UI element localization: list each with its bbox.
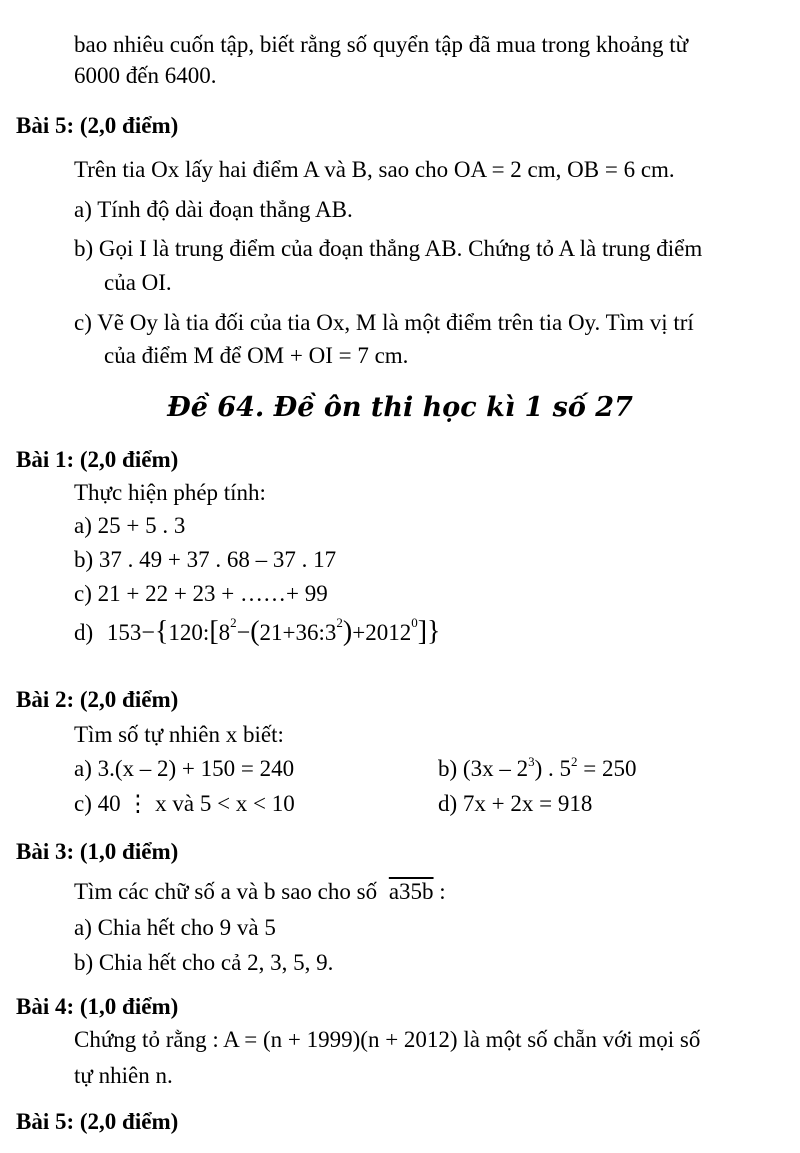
bai5b-heading: Bài 5: (2,0 điểm) xyxy=(16,1109,179,1134)
bai5a-heading: Bài 5: (2,0 điểm) xyxy=(16,113,179,138)
bai1-d-label: d) xyxy=(74,620,94,645)
bai2-heading: Bài 2: (2,0 điểm) xyxy=(16,687,179,712)
prev-line-1: bao nhiêu cuốn tập, biết rằng số quyển tập đã mua trong khoảng từ xyxy=(74,32,689,57)
bai5a-item-b-line2: của OI. xyxy=(104,270,172,295)
bai5a-item-b-line1: b) Gọi I là trung điểm của đoạn thẳng AB. Chứng tỏ A là trung điểm xyxy=(74,236,703,261)
bai5a-item-c-line2: của điểm M để OM + OI = 7 cm. xyxy=(104,343,409,368)
bai2-item-a: a) 3.(x – 2) + 150 = 240 xyxy=(74,756,295,781)
bai5a-item-a: a) Tính độ dài đoạn thẳng AB. xyxy=(74,197,353,222)
bai1-d-expression: $153-\{120:[8^2-(21+36:3^2)+2012^0]\}$ xyxy=(106,615,441,647)
bai1-item-a: a) 25 + 5 . 3 xyxy=(74,513,186,538)
bai4-line-1: Chứng tỏ rằng : A = (n + 1999)(n + 2012) là một số chẵn với mọi số xyxy=(74,1027,701,1052)
bai5a-intro: Trên tia Ox lấy hai điểm A và B, sao cho OA = 2 cm, OB = 6 cm. xyxy=(74,157,675,182)
bai1-item-d xyxy=(74,615,441,647)
bai3-intro: Tìm các chữ số a và b sao cho số a35b : xyxy=(74,879,446,904)
bai1-item-b: b) 37 . 49 + 37 . 68 – 37 . 17 xyxy=(74,547,337,572)
bai2-item-d: d) 7x + 2x = 918 xyxy=(438,791,593,816)
bai1-item-c: c) 21 + 22 + 23 + ……+ 99 xyxy=(74,581,328,606)
exam-title: Đề 64. Đề ôn thi học kì 1 số 27 xyxy=(167,392,633,423)
bai3-heading: Bài 3: (1,0 điểm) xyxy=(16,839,179,864)
bai4-heading: Bài 4: (1,0 điểm) xyxy=(16,994,179,1019)
prev-line-2: 6000 đến 6400. xyxy=(74,63,217,88)
bai2-intro: Tìm số tự nhiên x biết: xyxy=(74,722,284,747)
bai4-line-2: tự nhiên n. xyxy=(74,1063,173,1088)
bai1-heading: Bài 1: (2,0 điểm) xyxy=(16,447,179,472)
bai3-item-a: a) Chia hết cho 9 và 5 xyxy=(74,915,276,940)
bai2-item-b: b) $(3x - 2^3)$ . $5^2 = 250$ xyxy=(438,754,637,781)
bai5a-item-c-line1: c) Vẽ Oy là tia đối của tia Ox, M là một điểm trên tia Oy. Tìm vị trí xyxy=(74,310,694,335)
bai1-intro: Thực hiện phép tính: xyxy=(74,480,266,505)
bai3-number: a35b xyxy=(388,879,434,904)
bai3-item-b: b) Chia hết cho cả 2, 3, 5, 9. xyxy=(74,950,334,975)
bai2-item-c: c) 40 ⋮ x và 5 < x < 10 xyxy=(74,791,295,816)
